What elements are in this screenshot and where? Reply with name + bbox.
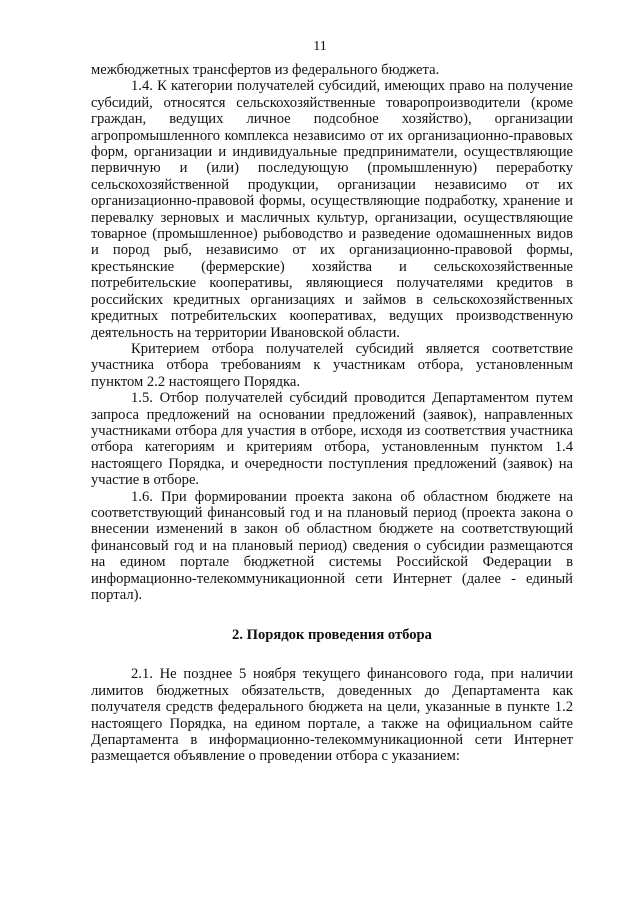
paragraph-selection-criterion: Критерием отбора получателей субсидий является соответствие участника отбора требованиям к участникам отбора, установленным пунктом 2.2 настоящего Порядка. bbox=[91, 340, 573, 390]
paragraph-1-4: 1.4. К категории получателей субсидий, имеющих право на получение субсидий, относятся сельскохозяйственные товаропроизводители (кроме граждан, ведущих личное подсобное хозяйство), организации агропромышленного комплекса независимо от их организационно-правовых форм, организации и индивидуальные предприниматели, осуществляющие первичную и (или) последующую (промышленную) переработку сельскохозяйственной продукции, организации независимо от их организационно-правовой формы, осуществляющие подработку, хранение и перевалку зерновых и масличных культур, организации, осуществляющие товарное (промышленное) рыбоводство и разведение одомашненных видов и пород рыб, независимо от их организационно-правовой формы, крестьянские (фермерские) хозяйства и сельскохозяйственные потребительские кооперативы, являющиеся получателями кредитов в российских кредитных организациях и займов в сельскохозяйственных кредитных потребительских кооперативах, ведущих производственную деятельность на территории Ивановской области. bbox=[91, 78, 573, 341]
paragraph-1-5: 1.5. Отбор получателей субсидий проводится Департаментом путем запроса предложений на основании предложений (заявок), направленных участниками отбора для участия в отборе, исходя из соответствия участника отбора категориям и критериям отбора, установленным пунктом 1.4 настоящего Порядка, и очередности поступления предложений (заявок) на участие в отборе. bbox=[91, 390, 573, 489]
paragraph-continuation: межбюджетных трансфертов из федерального бюджета. bbox=[91, 62, 440, 78]
document-body bbox=[91, 62, 573, 765]
section-heading: 2. Порядок проведения отбора bbox=[232, 627, 432, 644]
page-number: 11 bbox=[313, 39, 327, 54]
paragraph-1-6: 1.6. При формировании проекта закона об областном бюджете на соответствующий финансовый год и на плановый период (проекта закона о внесении изменений в закон об областном бюджете на соответствующий финансовый год и на плановый период) сведения о субсидии размещаются на едином портале бюджетной системы Российской Федерации в информационно-телекоммуникационной сети Интернет (далее - единый портал). bbox=[91, 488, 573, 603]
paragraph-2-1: 2.1. Не позднее 5 ноября текущего финансового года, при наличии лимитов бюджетных обязательств, доведенных до Департамента как получателя средств федерального бюджета на цели, указанные в пункте 1.2 настоящего Порядка, на едином портале, а также на официальном сайте Департамента в информационно-телекоммуникационной сети Интернет размещается объявление о проведении отбора с указанием: bbox=[91, 666, 573, 765]
